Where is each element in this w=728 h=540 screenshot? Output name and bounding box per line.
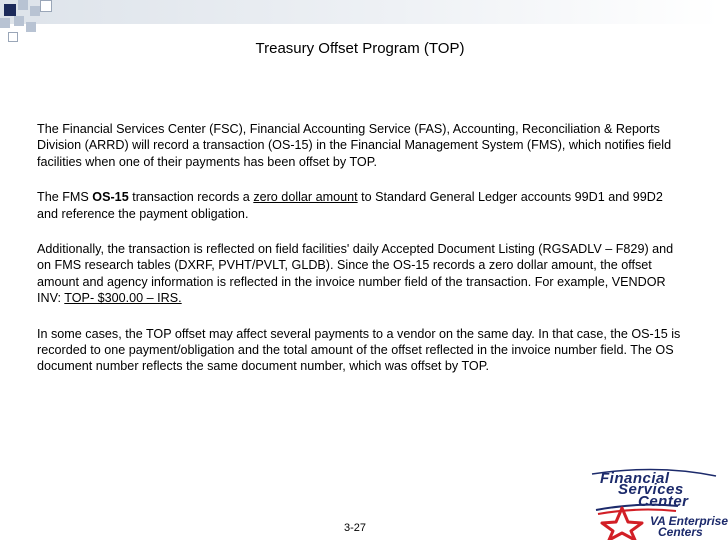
page-number: 3-27 bbox=[343, 522, 367, 534]
square-decoration bbox=[30, 6, 40, 16]
paragraph-3 bbox=[37, 241, 685, 307]
square-decoration bbox=[18, 0, 28, 10]
paragraph-1: The Financial Services Center (FSC), Financial Accounting Service (FAS), Accounting, Reconciliation & Reports Division (ARRD) will record a transaction (OS-15) in the Financial Management System (FMS), which notifies field facilities when one of their payments has been offset by TOP. bbox=[37, 122, 672, 169]
logo-line-3: Center bbox=[638, 493, 689, 510]
square-decoration bbox=[40, 0, 52, 12]
square-decoration bbox=[4, 4, 16, 16]
logo-line-2: Services bbox=[618, 481, 684, 498]
paragraph-2 bbox=[37, 189, 685, 222]
logo-line-5: Centers bbox=[658, 525, 703, 539]
square-decoration bbox=[14, 16, 24, 26]
paragraph-4: In some cases, the TOP offset may affect several payments to a vendor on the same day. In that case, the OS-15 is recorded to one payment/obligation and the total amount of the offset reflected in the invoice number field. The OS document number reflects the same document number, which was offset by TOP. bbox=[37, 326, 681, 374]
text-run: Additionally, the transaction is reflected on field facilities' daily Accepted Document Listing (RGSADLV – F829) and on FMS research tables (DXRF, PVHT/PVLT, GLDB). Since the OS-15 records a zero dollar amount, the offset amount and agency information is reflected in the invoice number field of the transaction. For example, VENDOR INV: bbox=[37, 242, 674, 306]
underlined-term: zero dollar amount bbox=[253, 190, 358, 205]
text-run: transaction records a bbox=[128, 190, 254, 205]
fsc-logo bbox=[588, 466, 728, 540]
square-decoration bbox=[0, 18, 10, 28]
square-decoration bbox=[26, 22, 36, 32]
underlined-example: TOP- $300.00 – IRS. bbox=[64, 291, 182, 306]
logo-line-1: Financial bbox=[600, 470, 670, 487]
bold-term: OS-15 bbox=[92, 190, 129, 205]
text-run: to Standard General Ledger accounts 99D1 and 99D2 and reference the payment obligation. bbox=[37, 190, 663, 221]
text-run: The FMS bbox=[37, 190, 93, 205]
body-text bbox=[37, 121, 685, 394]
logo-line-4: VA Enterprise bbox=[650, 514, 728, 528]
page-title: Treasury Offset Program (TOP) bbox=[255, 40, 465, 57]
header-bar bbox=[0, 0, 720, 24]
